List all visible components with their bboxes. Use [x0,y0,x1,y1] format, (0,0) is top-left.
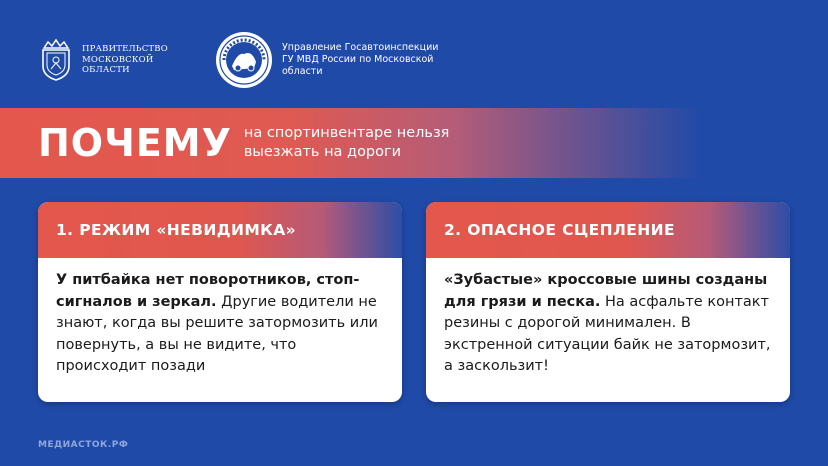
card-heading: 2. ОПАСНОЕ СЦЕПЛЕНИЕ [426,202,790,258]
source-footer: МЕДИАСТОК.РФ [38,440,129,450]
traffic-police-emblem-icon [214,30,274,90]
card-bold-text: «Зубастые» кроссовые шины созданы для грязи и песка. [444,272,768,310]
title-banner [0,108,828,178]
gov-logo [38,38,192,82]
card-body [426,258,790,378]
card-bold-text: У питбайка нет поворотников, стоп-сигналов и зеркал. [56,272,360,310]
card-heading: 1. РЕЖИМ «НЕВИДИМКА» [38,202,402,258]
police-logo-text: Управление Госавтоинспекции ГУ МВД России по Московской области [282,42,439,77]
card-body [38,258,402,378]
police-logo [214,30,452,90]
card-text: На асфальте контакт резины с дорогой минимален. В экстренной ситуации байк не затормозит, а заскользит! [444,293,771,374]
gov-logo-text: ПРАВИТЕЛЬСТВО МОСКОВСКОЙ ОБЛАСТИ [82,44,168,76]
banner-title: ПОЧЕМУ [38,121,232,165]
reason-card-2 [426,202,790,402]
coat-of-arms-icon [38,38,74,82]
header [0,0,828,108]
card-text: Другие водители не знают, когда вы решите затормозить или повернуть, а вы не видите, что происходит позади [56,293,378,374]
banner-subtitle: на спортинвентаре нельзя выезжать на дороги [243,125,450,160]
reason-card-1 [38,202,402,402]
